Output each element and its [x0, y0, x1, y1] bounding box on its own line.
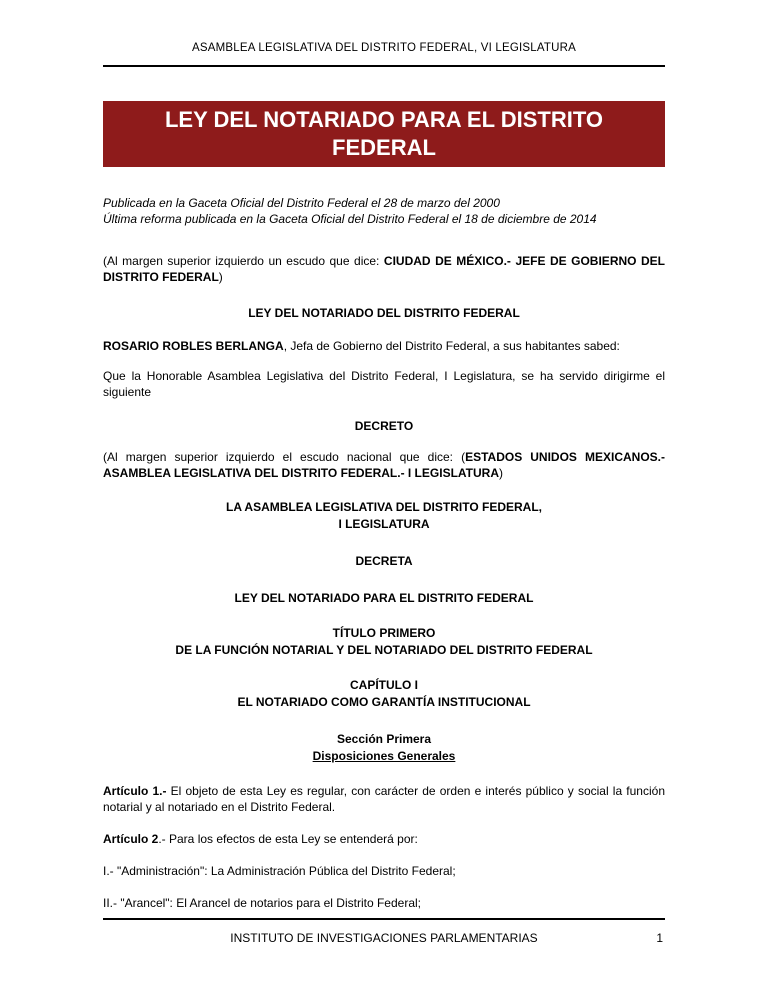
page-number: 1 — [656, 931, 663, 945]
document-title: LEY DEL NOTARIADO PARA EL DISTRITO FEDERAL — [164, 107, 603, 160]
margin-note-1 — [103, 253, 665, 285]
heading-seccion-primera-line1: Sección Primera — [336, 732, 432, 746]
document-footer — [103, 918, 665, 946]
heading-titulo-primero — [103, 625, 665, 659]
paragraph-articulo-2-bold: Artículo 2 — [103, 832, 159, 846]
margin-note-1-pre: (Al margen superior izquierdo un escudo que dice: — [103, 254, 384, 268]
heading-titulo-primero-line1: TÍTULO PRIMERO — [332, 626, 436, 640]
heading-asamblea-line2: I LEGISLATURA — [338, 517, 430, 531]
heading-titulo-primero-line2: DE LA FUNCIÓN NOTARIAL Y DEL NOTARIADO DEL DISTRITO FEDERAL — [175, 643, 593, 657]
paragraph-honorable: Que la Honorable Asamblea Legislativa del Distrito Federal, I Legislatura, se ha servido dirigirme el siguiente — [103, 369, 665, 399]
heading-seccion-primera — [103, 731, 665, 765]
footer-rule — [103, 918, 665, 920]
margin-note-1-bold: CIUDAD DE MÉXICO.- JEFE DE GOBIERNO DEL DISTRITO FEDERAL — [103, 254, 665, 284]
paragraph-fraccion-2: II.- "Arancel": El Arancel de notarios para el Distrito Federal; — [103, 896, 421, 910]
paragraph-articulo-1-rest: El objeto de esta Ley es regular, con carácter de orden e interés público y social la función notarial y al notariado en el Distrito Federal. — [103, 784, 665, 814]
heading-asamblea-legislativa — [103, 499, 665, 533]
header-title: ASAMBLEA LEGISLATIVA DEL DISTRITO FEDERAL, VI LEGISLATURA — [192, 42, 576, 54]
heading-ley-notariado-df: LEY DEL NOTARIADO DEL DISTRITO FEDERAL — [248, 306, 520, 320]
paragraph-rosario — [103, 338, 665, 354]
heading-capitulo-i-line1: CAPÍTULO I — [350, 678, 418, 692]
heading-decreto: DECRETO — [354, 419, 414, 433]
paragraph-rosario-bold: ROSARIO ROBLES BERLANGA — [103, 339, 284, 353]
margin-note-1-post: ) — [218, 270, 223, 284]
margin-note-2-pre: (Al margen superior izquierdo el escudo nacional que dice: ( — [103, 450, 466, 464]
publication-line2: Última reforma publicada en la Gaceta Oficial del Distrito Federal el 18 de diciembre de 2014 — [103, 212, 597, 226]
heading-asamblea-line1: LA ASAMBLEA LEGISLATIVA DEL DISTRITO FEDERAL, — [225, 500, 542, 514]
publication-info — [103, 195, 665, 227]
paragraph-articulo-1-bold: Artículo 1.- — [103, 784, 167, 798]
heading-seccion-primera-line2: Disposiciones Generales — [312, 749, 456, 763]
footer-row — [103, 930, 665, 946]
heading-ley-notariado-para-df: LEY DEL NOTARIADO PARA EL DISTRITO FEDERAL — [234, 591, 534, 605]
footer-institution: INSTITUTO DE INVESTIGACIONES PARLAMENTARIAS — [230, 931, 538, 945]
heading-capitulo-i — [103, 677, 665, 711]
document-header — [103, 40, 665, 67]
margin-note-2-post: ) — [499, 466, 503, 480]
paragraph-articulo-2 — [103, 831, 665, 847]
margin-note-2 — [103, 449, 665, 481]
paragraph-rosario-rest: , Jefa de Gobierno del Distrito Federal, a sus habitantes sabed: — [283, 339, 620, 353]
publication-line1: Publicada en la Gaceta Oficial del Distrito Federal el 28 de marzo del 2000 — [103, 196, 500, 210]
heading-decreta: DECRETA — [355, 554, 413, 568]
paragraph-articulo-1 — [103, 783, 665, 815]
paragraph-fraccion-1: I.- "Administración": La Administración Pública del Distrito Federal; — [103, 864, 456, 878]
margin-note-2-bold: ESTADOS UNIDOS MEXICANOS.- ASAMBLEA LEGISLATIVA DEL DISTRITO FEDERAL.- I LEGISLATURA — [103, 450, 665, 480]
paragraph-articulo-2-rest: .- Para los efectos de esta Ley se entenderá por: — [158, 832, 418, 846]
heading-capitulo-i-line2: EL NOTARIADO COMO GARANTÍA INSTITUCIONAL — [237, 695, 531, 709]
title-banner — [103, 101, 665, 167]
